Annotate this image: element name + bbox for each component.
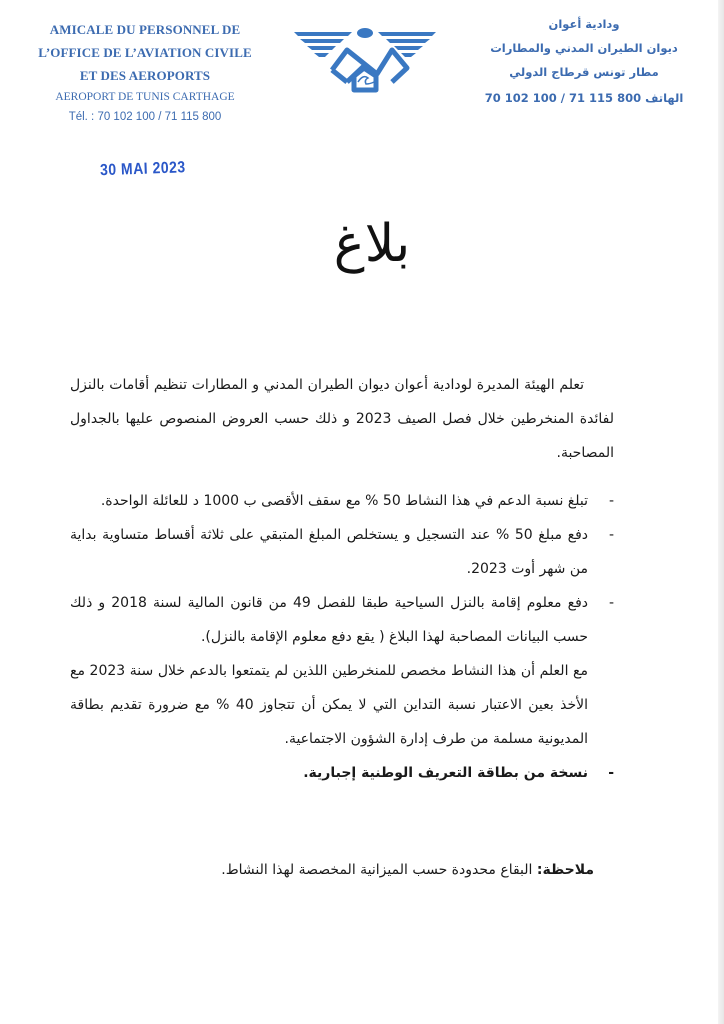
page-edge	[718, 0, 724, 1024]
bullet-dash: -	[608, 527, 614, 543]
document-body	[70, 368, 614, 790]
eligibility-paragraph: مع العلم أن هذا النشاط مخصص للمنخرطين اللذين لم يتمتعوا بالدعم خلال سنة 2023 مع الأخذ بعين الاعتبار نسبة التداين التي لا يمكن أن تتجاوز 40 % مع ضرورة تقديم بطاقة المديونية مسلمة من طرف إدارة الشؤون الاجتماعية.	[70, 663, 589, 747]
header-arabic	[484, 12, 684, 110]
note-text: البقاع محدودة حسب الميزانية المخصصة لهذا النشاط.	[221, 862, 537, 878]
document-title: بلاغ	[333, 214, 411, 274]
bullet-dash: -	[608, 765, 614, 781]
list-item-text: نسخة من بطاقة التعريف الوطنية إجبارية.	[303, 765, 588, 781]
note	[221, 862, 594, 878]
date-stamp: 30 MAI 2023	[99, 157, 186, 179]
org-location: AEROPORT DE TUNIS CARTHAGE	[55, 91, 235, 103]
org-location-ar: مطار تونس قرطاج الدولي	[509, 65, 659, 79]
org-phone-ar: الهاتف 800 115 71 / 100 102 70	[484, 91, 684, 105]
list-item-text: دفع مبلغ 50 % عند التسجيل و يستخلص المبلغ المتبقي على ثلاثة أقساط متساوية بداية من شهر أوت 2023.	[70, 527, 588, 577]
bullet-dash: -	[608, 493, 614, 509]
list-item	[70, 518, 614, 586]
list-item	[70, 484, 614, 518]
list-item	[70, 586, 614, 654]
list-item-text: تبلغ نسبة الدعم في هذا النشاط 50 % مع سقف الأقصى ب 1000 د للعائلة الواحدة.	[100, 493, 588, 509]
bullet-dash: -	[608, 595, 614, 611]
list-item-text: دفع معلوم إقامة بالنزل السياحية طبقا للفصل 49 من قانون المالية لسنة 2018 و ذلك حسب البيانات المصاحبة لهذا البلاغ ( يقع دفع معلوم الإقامة بالنزل).	[70, 595, 588, 645]
org-name-line-2: L’OFFICE DE L’AVIATION CIVILE	[38, 45, 252, 60]
list-item-required-id	[70, 756, 614, 790]
conditions-list	[70, 484, 614, 654]
org-name-ar-line-1: ودادية أعوان	[548, 17, 620, 31]
note-label: ملاحظة:	[536, 862, 594, 878]
org-name-ar-line-2: ديوان الطيران المدني والمطارات	[490, 41, 678, 55]
org-name-line-3: ET DES AEROPORTS	[79, 68, 211, 83]
org-name-line-1: AMICALE DU PERSONNEL DE	[49, 22, 241, 37]
aviation-logo-icon	[292, 24, 438, 96]
intro-paragraph: تعلم الهيئة المديرة لودادية أعوان ديوان الطيران المدني و المطارات تنظيم أقامات بالنزل لفائدة المنخرطين خلال فصل الصيف 2023 و ذلك حسب العروض المنصوص عليها بالجداول المصاحبة.	[70, 377, 614, 461]
org-phone: Tél. : 70 102 100 / 71 115 800	[68, 111, 222, 123]
header-french	[20, 18, 270, 127]
